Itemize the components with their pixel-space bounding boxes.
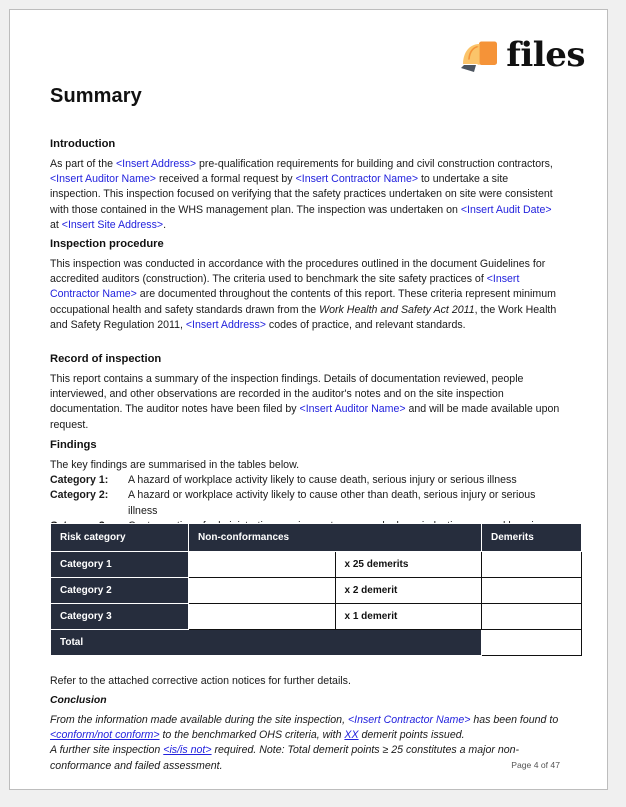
table-cell-demerits[interactable] xyxy=(482,552,582,578)
table-cell-demerits[interactable] xyxy=(482,578,582,604)
placeholder-token: <Insert Address> xyxy=(115,158,197,170)
text-run: codes of practice, and relevant standards. xyxy=(265,318,466,331)
placeholder-token: <Insert Address> xyxy=(185,318,266,331)
section-inspection-procedure xyxy=(50,238,560,333)
placeholder-token: <Insert Auditor Name> xyxy=(299,403,406,416)
findings-category-key: Category 2: xyxy=(50,489,109,502)
inspection-procedure-paragraph xyxy=(50,257,560,333)
text-run: received a formal request by xyxy=(156,173,296,186)
table-cell-multiplier: x 1 demerit xyxy=(335,604,482,630)
table-cell-multiplier: x 25 demerits xyxy=(335,552,482,578)
text-run: This report contains a summary of the inspection findings. Details of documentation reviewed, people interviewed, and other observations are recorded in the auditor's notes and on the site inspection documentation. The auditor notes have been filed by xyxy=(50,373,524,416)
text-run: This inspection was conducted in accordance with the procedures outlined in the document Guidelines for accredited auditors (construction). The criteria used to benchmark the site safety practices of xyxy=(50,258,546,286)
findings-category-description: A hazard of workplace activity likely to cause death, serious injury or serious illness xyxy=(128,474,517,487)
table-row xyxy=(51,578,582,604)
section-heading-record-of-inspection: Record of inspection xyxy=(50,353,162,365)
text-run: As part of the xyxy=(50,158,116,170)
placeholder-token: <Insert Audit Date> xyxy=(460,203,552,216)
placeholder-token: <Insert Site Address> xyxy=(61,218,164,231)
text-run: , the Work Health and Safety Regulation 2011, xyxy=(50,303,557,331)
table-header-risk-category: Risk category xyxy=(51,524,189,552)
placeholder-token: XX xyxy=(344,729,359,742)
brand-name: files xyxy=(506,35,585,75)
placeholder-token: <conform/not conform> xyxy=(50,729,160,742)
table-row xyxy=(51,604,582,630)
page-number-label: Page 4 of 47 xyxy=(511,760,560,770)
introduction-paragraph xyxy=(50,157,560,233)
text-run: and will be made available upon request. xyxy=(50,403,560,431)
findings-intro: The key findings are summarised in the tables below. xyxy=(50,459,300,471)
hard-hat-icon xyxy=(458,35,508,75)
text-run: are documented throughout the contents of this report. These criteria represent minimum occupational health and safety standards drawn from the xyxy=(50,288,556,316)
text-run: From the information made available during the site inspection, xyxy=(50,714,348,726)
findings-category-key: Category 1: xyxy=(50,474,109,487)
refer-note-text: Refer to the attached corrective action notices for further details. xyxy=(50,675,351,687)
document-page xyxy=(9,9,608,790)
section-heading-inspection-procedure: Inspection procedure xyxy=(50,238,164,250)
conclusion-paragraph-1 xyxy=(50,713,560,743)
findings-category-description: A hazard or workplace activity likely to cause other than death, serious injury or serious illness xyxy=(128,489,536,517)
text-run: Work Health and Safety Act 2011 xyxy=(319,303,475,316)
text-run: demerit points issued. xyxy=(358,729,465,742)
text-run: A further site inspection xyxy=(50,744,164,757)
findings-table xyxy=(50,523,582,656)
table-header-non-conformances: Non-conformances xyxy=(189,524,482,552)
section-introduction xyxy=(50,138,560,233)
table-cell-non-conformances[interactable] xyxy=(189,552,336,578)
table-cell-multiplier: x 2 demerit xyxy=(335,578,482,604)
placeholder-token: <Insert Contractor Name> xyxy=(295,173,419,186)
table-cell-category: Category 3 xyxy=(51,604,189,630)
table-cell-non-conformances[interactable] xyxy=(189,578,336,604)
section-heading-conclusion: Conclusion xyxy=(50,695,107,706)
table-total-value[interactable] xyxy=(482,630,582,656)
refer-note xyxy=(50,674,560,689)
text-run: to undertake a site inspection. This inspection focused on verifying that the safety practices undertaken on site were consistent with those contained in the WHS management plan. The inspection was undertaken on xyxy=(50,173,553,216)
placeholder-token: <Insert Auditor Name> xyxy=(50,173,156,186)
placeholder-token: <is/is not> xyxy=(163,744,212,757)
text-run: at xyxy=(50,218,62,231)
placeholder-token: <Insert Contractor Name> xyxy=(347,714,471,726)
findings-category-row xyxy=(50,473,560,488)
section-record-of-inspection xyxy=(50,353,560,433)
table-cell-demerits[interactable] xyxy=(482,604,582,630)
table-total-label: Total xyxy=(51,630,482,656)
record-of-inspection-paragraph xyxy=(50,372,560,433)
text-run: has been found to xyxy=(470,714,559,726)
section-heading-findings: Findings xyxy=(50,439,97,451)
table-row xyxy=(51,552,582,578)
placeholder-token: <Insert Contractor Name> xyxy=(50,273,520,301)
table-cell-category: Category 2 xyxy=(51,578,189,604)
text-run: . xyxy=(163,218,167,231)
table-cell-non-conformances[interactable] xyxy=(189,604,336,630)
table-header-demerits: Demerits xyxy=(482,524,582,552)
text-run: required. Note: Total demerit points ≥ 25 constitutes a major non-conformance and failed assessment. xyxy=(50,744,520,772)
findings-category-row xyxy=(50,488,560,518)
table-total-row xyxy=(51,630,582,656)
brand-logo xyxy=(458,32,585,78)
section-heading-introduction: Introduction xyxy=(50,138,116,150)
page-title: Summary xyxy=(50,85,142,107)
table-cell-category: Category 1 xyxy=(51,552,189,578)
page-footer xyxy=(50,760,560,770)
table-header-row xyxy=(51,524,582,552)
text-run: to the benchmarked OHS criteria, with xyxy=(159,729,345,742)
text-run: pre-qualification requirements for building and civil construction contractors, xyxy=(196,158,553,170)
